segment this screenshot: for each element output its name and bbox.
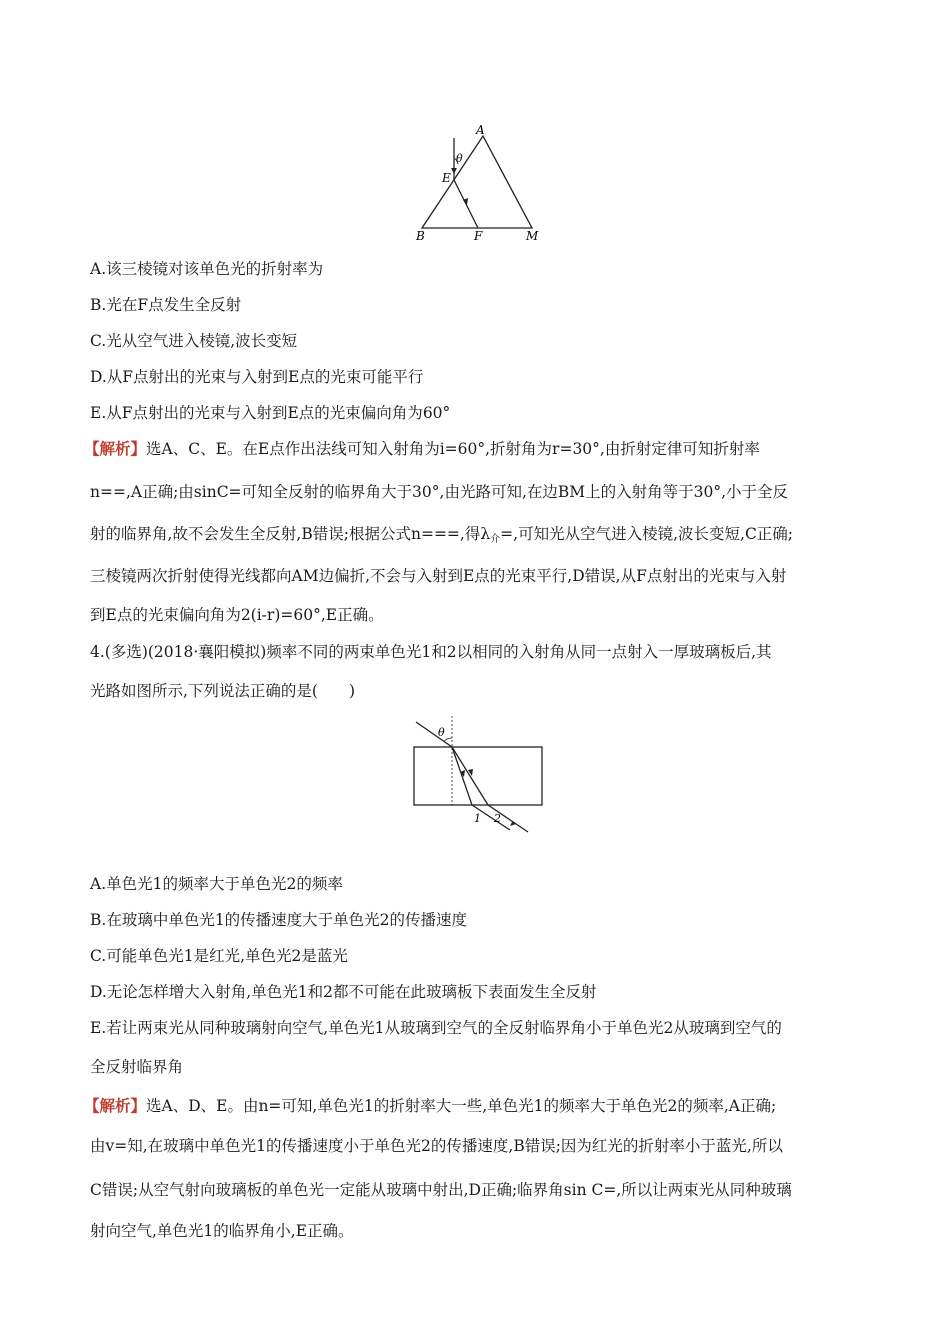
q4-analysis-tag: 【解析】 <box>84 1096 147 1115</box>
label-a: A <box>476 123 485 137</box>
q4-option-a: A.单色光1的频率大于单色光2的频率 <box>90 875 343 893</box>
ray-1-inside <box>452 747 472 805</box>
q4-option-e-line-2: 全反射临界角 <box>90 1058 184 1076</box>
label-1: 1 <box>474 812 481 825</box>
glass-plate <box>414 747 542 805</box>
q4-analysis-text-1: 选A、D、E。由n=可知,单色光1的折射率大一些,单色光1的频率大于单色光2的频率,A正确; <box>146 1097 777 1115</box>
q4-option-c: C.可能单色光1是红光,单色光2是蓝光 <box>90 947 348 965</box>
lambda-subscript: 介 <box>490 534 501 545</box>
q4-analysis-line-2: 由v=知,在玻璃中单色光1的传播速度小于单色光2的传播速度,B错误;因为红光的折射率小于蓝光,所以 <box>90 1137 783 1155</box>
q4-stem-line-2: 光路如图所示,下列说法正确的是( ) <box>90 682 356 700</box>
q3-option-a: A.该三棱镜对该单色光的折射率为 <box>90 260 324 278</box>
glass-plate-figure <box>400 712 560 842</box>
q3-option-d: D.从F点射出的光束与入射到E点的光束可能平行 <box>90 368 424 386</box>
q3-analysis-line-2: n==,A正确;由sinC=可知全反射的临界角大于30°,由光路可知,在边BM上的入射角等于30°,小于全反 <box>90 483 789 501</box>
label-m: M <box>526 229 539 243</box>
q3-option-b: B.光在F点发生全反射 <box>90 296 242 314</box>
label-2: 2 <box>494 812 501 825</box>
label-b: B <box>416 229 425 243</box>
q3-analysis-text-3b: =,可知光从空气进入棱镜,波长变短,C正确; <box>500 525 794 543</box>
q4-option-d: D.无论怎样增大入射角,单色光1和2都不可能在此玻璃板下表面发生全反射 <box>90 983 597 1001</box>
q3-analysis-line-5: 到E点的光束偏向角为2(i-r)=60°,E正确。 <box>90 606 384 624</box>
prism-triangle <box>422 136 532 228</box>
q3-analysis-text-1: 选A、C、E。在E点作出法线可知入射角为i=60°,折射角为r=30°,由折射定律可知折射率 <box>146 440 760 458</box>
prism-figure <box>400 120 560 250</box>
theta-arc <box>444 738 452 742</box>
q3-analysis-line-4: 三棱镜两次折射使得光线都向AM边偏折,不会与入射到E点的光束平行,D错误,从F点射出的光束与入射 <box>90 567 787 585</box>
label-theta: θ <box>438 726 445 739</box>
q4-option-b: B.在玻璃中单色光1的传播速度大于单色光2的传播速度 <box>90 911 468 929</box>
q4-analysis-line-1 <box>84 1096 910 1116</box>
ray-2-inside <box>452 747 488 805</box>
q3-analysis-text-3: 射的临界角,故不会发生全反射,B错误;根据公式n===,得λ <box>90 525 491 543</box>
q3-analysis-line-3 <box>90 524 910 550</box>
q3-option-e: E.从F点射出的光束与入射到E点的光束偏向角为60° <box>90 404 451 422</box>
label-e: E <box>442 171 451 185</box>
q3-analysis-line-1 <box>84 439 910 459</box>
q4-analysis-line-4: 射向空气,单色光1的临界角小,E正确。 <box>90 1222 354 1240</box>
incident-ray <box>416 722 452 747</box>
q4-analysis-line-3: C错误;从空气射向玻璃板的单色光一定能从玻璃中射出,D正确;临界角sin C=,所以让两束光从同种玻璃 <box>90 1181 792 1199</box>
refracted-ray <box>454 180 478 228</box>
label-f: F <box>474 229 483 243</box>
label-theta: θ <box>456 152 463 165</box>
q4-stem-line-1: 4.(多选)(2018·襄阳模拟)频率不同的两束单色光1和2以相同的入射角从同一点射入一厚玻璃板后,其 <box>90 643 772 661</box>
q3-analysis-tag: 【解析】 <box>84 439 147 458</box>
q3-option-c: C.光从空气进入棱镜,波长变短 <box>90 332 298 350</box>
ray-arrow-1 <box>451 168 457 174</box>
q4-option-e-line-1: E.若让两束光从同种玻璃射向空气,单色光1从玻璃到空气的全反射临界角小于单色光2从玻璃到空气的 <box>90 1019 782 1037</box>
